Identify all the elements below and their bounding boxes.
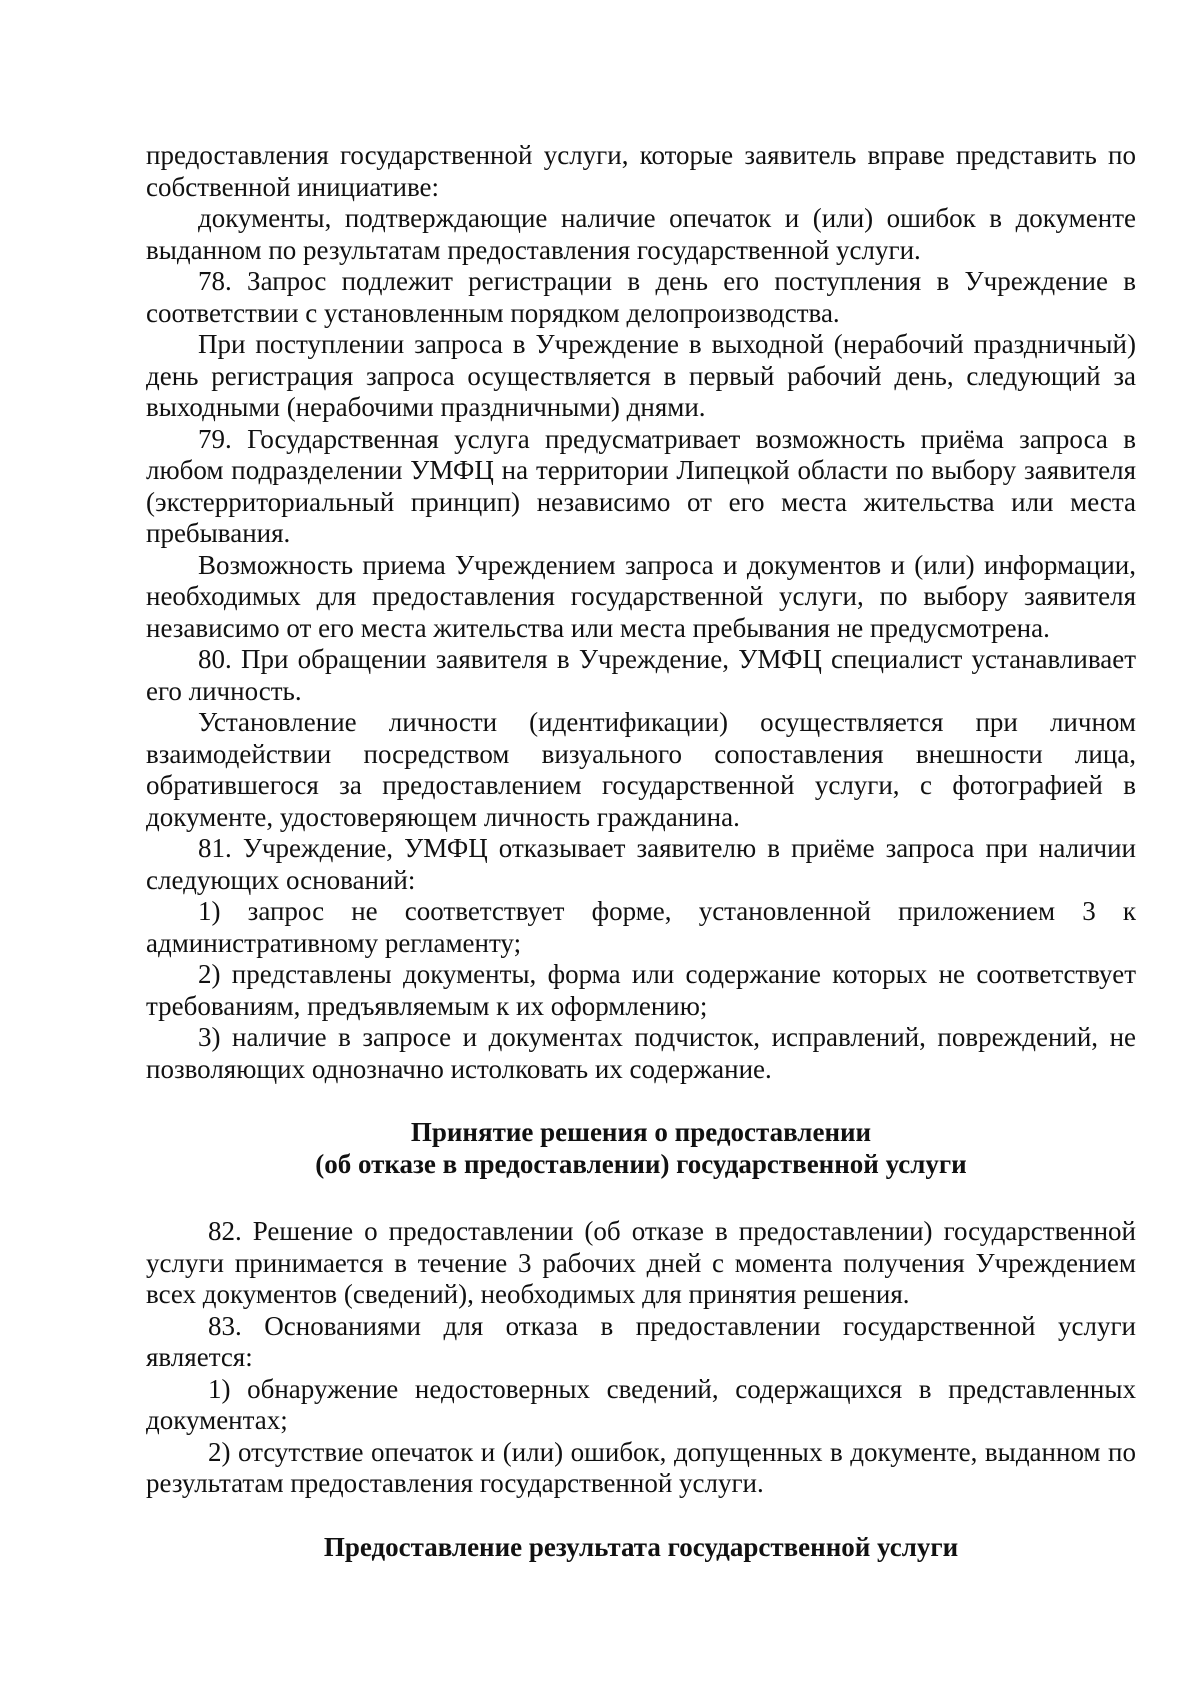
paragraph: Установление личности (идентификации) осуществляется при личном взаимодействии посредством визуального сопоставления внешности лица, обратившегося за предоставлением государственной услуги, с фотографией в документе, удостоверяющем личность гражданина. (146, 707, 1136, 832)
heading-line: Принятие решения о предоставлении (410, 1117, 872, 1147)
list-item: 1) обнаружение недостоверных сведений, содержащихся в представленных документах; (146, 1373, 1136, 1435)
list-item: 1) запрос не соответствует форме, установленной приложением 3 к административному регламенту; (146, 896, 1136, 958)
paragraph-81: 81. Учреждение, УМФЦ отказывает заявителю в приёме запроса при наличии следующих оснований: (146, 833, 1136, 895)
section-heading-result (146, 1532, 1136, 1564)
heading-line: (об отказе в предоставлении) государственной услуги (315, 1148, 967, 1179)
list-item: 3) наличие в запросе и документах подчисток, исправлений, повреждений, не позволяющих однозначно истолковать их содержание. (146, 1022, 1136, 1084)
paragraph-79: 79. Государственная услуга предусматривает возможность приёма запроса в любом подразделении УМФЦ на территории Липецкой области по выбору заявителя (экстерриториальный принцип) независимо от его места жительства или места пребывания. (146, 423, 1136, 548)
section-decision-body (146, 1216, 1136, 1500)
section-heading-decision (146, 1117, 1136, 1180)
paragraph: документы, подтверждающие наличие опечаток и (или) ошибок в документе выданном по результатам предоставления государственной услуги. (146, 203, 1136, 265)
paragraph-82: 82. Решение о предоставлении (об отказе в предоставлении) государственной услуги принимается в течение 3 рабочих дней с момента получения Учреждением всех документов (сведений), необходимых для принятия решения. (146, 1216, 1136, 1309)
paragraph: предоставления государственной услуги, которые заявитель вправе представить по собственной инициативе: (146, 140, 1136, 202)
heading-line: Предоставление результата государственной услуги (323, 1531, 959, 1562)
paragraph-78: 78. Запрос подлежит регистрации в день его поступления в Учреждение в соответствии с установленным порядком делопроизводства. (146, 266, 1136, 328)
paragraph: Возможность приема Учреждением запроса и документов и (или) информации, необходимых для предоставления государственной услуги, по выбору заявителя независимо от его места жительства или места пребывания не предусмотрена. (146, 549, 1136, 643)
document-body (146, 140, 1136, 1563)
paragraph: При поступлении запроса в Учреждение в выходной (нерабочий праздничный) день регистрация запроса осуществляется в первый рабочий день, следующий за выходными (нерабочими праздничными) днями. (146, 329, 1136, 422)
paragraph-83: 83. Основаниями для отказа в предоставлении государственной услуги является: (146, 1310, 1136, 1372)
list-item: 2) представлены документы, форма или содержание которых не соответствует требованиям, предъявляемым к их оформлению; (146, 959, 1136, 1021)
list-item: 2) отсутствие опечаток и (или) ошибок, допущенных в документе, выданном по результатам предоставления государственной услуги. (146, 1436, 1136, 1498)
paragraph-80: 80. При обращении заявителя в Учреждение, УМФЦ специалист устанавливает его личность. (146, 644, 1136, 706)
